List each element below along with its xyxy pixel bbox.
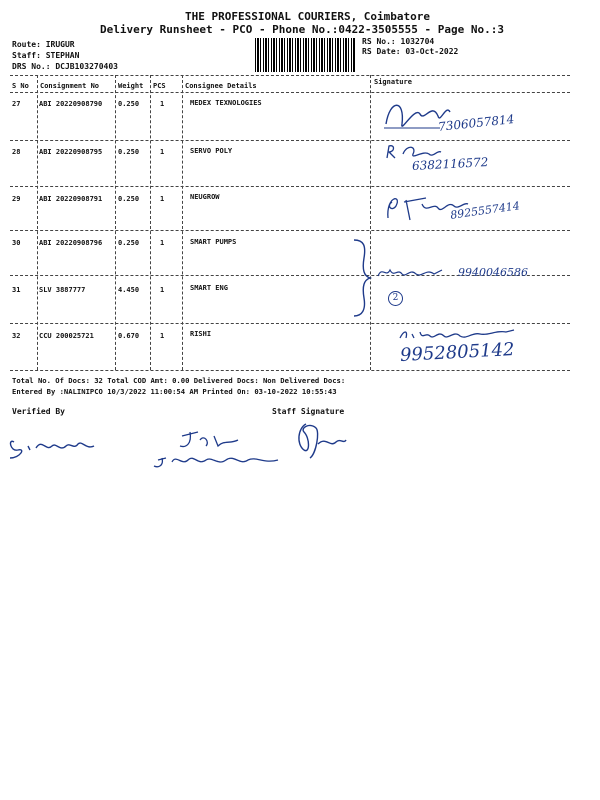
phone-note-28: 6382116572 bbox=[411, 155, 489, 173]
staff-signature-1 bbox=[148, 422, 288, 472]
company-title: THE PROFESSIONAL COURIERS, Coimbatore bbox=[185, 10, 431, 23]
col-header-signature: Signature bbox=[374, 78, 412, 86]
col-header-consignment: Consignment No bbox=[40, 82, 100, 90]
row-consignee: RISHI bbox=[190, 330, 212, 338]
row-consignee: MEDEX TEXNOLOGIES bbox=[190, 99, 262, 107]
row-sno: 27 bbox=[12, 100, 21, 108]
phone-note-32: 9952805142 bbox=[399, 339, 516, 366]
table-rule bbox=[10, 75, 570, 76]
runsheet-title: Delivery Runsheet - PCO - Phone No.:0422-3505555 - Page No.:3 bbox=[100, 23, 504, 36]
row-sno: 28 bbox=[12, 148, 21, 156]
row-weight: 4.450 bbox=[118, 286, 140, 294]
row-sno: 30 bbox=[12, 239, 21, 247]
drs-number: DRS No.: DCJB103270403 bbox=[12, 62, 118, 71]
row-pcs: 1 bbox=[160, 286, 165, 294]
col-divider bbox=[37, 75, 38, 370]
row-consignment: SLV 3887777 bbox=[39, 286, 86, 294]
row-consignment: ABI 20220908796 bbox=[39, 239, 103, 247]
row-pcs: 1 bbox=[160, 195, 165, 203]
row-consignee: SMART PUMPS bbox=[190, 238, 237, 246]
col-divider bbox=[370, 75, 371, 370]
table-rule bbox=[10, 186, 570, 187]
row-weight: 0.250 bbox=[118, 148, 140, 156]
row-consignee: SMART ENG bbox=[190, 284, 228, 292]
table-rule bbox=[10, 92, 570, 93]
col-header-pcs: PCS bbox=[153, 82, 166, 90]
row-sno: 29 bbox=[12, 195, 21, 203]
table-rule bbox=[10, 230, 570, 231]
phone-note-27: 7306057814 bbox=[437, 112, 515, 134]
rs-number: RS No.: 1032704 bbox=[362, 37, 435, 46]
staff-signature-2 bbox=[288, 414, 348, 460]
totals-line: Total No. Of Docs: 32 Total COD Amt: 0.00 Delivered Docs: Non Delivered Docs: bbox=[12, 376, 346, 385]
col-header-consignee: Consignee Details bbox=[185, 82, 257, 90]
circled-count-31: 2 bbox=[388, 291, 403, 306]
table-rule bbox=[10, 140, 570, 141]
row-consignment: ABI 20220908795 bbox=[39, 148, 103, 156]
row-sno: 32 bbox=[12, 332, 21, 340]
staff-label: Staff: STEPHAN bbox=[12, 51, 80, 60]
row-weight: 0.250 bbox=[118, 195, 140, 203]
row-pcs: 1 bbox=[160, 148, 165, 156]
staff-signature-label: Staff Signature bbox=[272, 407, 345, 416]
row-pcs: 1 bbox=[160, 239, 165, 247]
col-header-sno: S No bbox=[12, 82, 29, 90]
col-header-weight: Weight bbox=[118, 82, 144, 90]
rs-date: RS Date: 03-Oct-2022 bbox=[362, 47, 459, 56]
row-consignee: NEUGROW bbox=[190, 193, 220, 201]
row-consignee: SERVO POLY bbox=[190, 147, 233, 155]
col-divider bbox=[182, 75, 183, 370]
row-weight: 0.670 bbox=[118, 332, 140, 340]
bracket-rows-30-31 bbox=[350, 236, 374, 318]
row-consignment: ABI 20220908790 bbox=[39, 100, 103, 108]
route-label: Route: IRUGUR bbox=[12, 40, 75, 49]
col-divider bbox=[150, 75, 151, 370]
phone-note-29: 8925557414 bbox=[449, 199, 521, 222]
barcode bbox=[255, 38, 355, 72]
row-consignment: ABI 20220908791 bbox=[39, 195, 103, 203]
row-weight: 0.250 bbox=[118, 239, 140, 247]
verifier-signature bbox=[6, 428, 101, 462]
row-pcs: 1 bbox=[160, 332, 165, 340]
row-sno: 31 bbox=[12, 286, 21, 294]
row-weight: 0.250 bbox=[118, 100, 140, 108]
table-rule bbox=[10, 370, 570, 371]
row-pcs: 1 bbox=[160, 100, 165, 108]
entered-line: Entered By :NALINIPCO 10/3/2022 11:00:54 AM Printed On: 03-10-2022 10:55:43 bbox=[12, 387, 337, 396]
row-consignment: CCU 200025721 bbox=[39, 332, 94, 340]
verified-by-label: Verified By bbox=[12, 407, 65, 416]
phone-note-30: 9940046586 bbox=[458, 266, 528, 279]
col-divider bbox=[115, 75, 116, 370]
signature-row-30 bbox=[376, 264, 446, 280]
